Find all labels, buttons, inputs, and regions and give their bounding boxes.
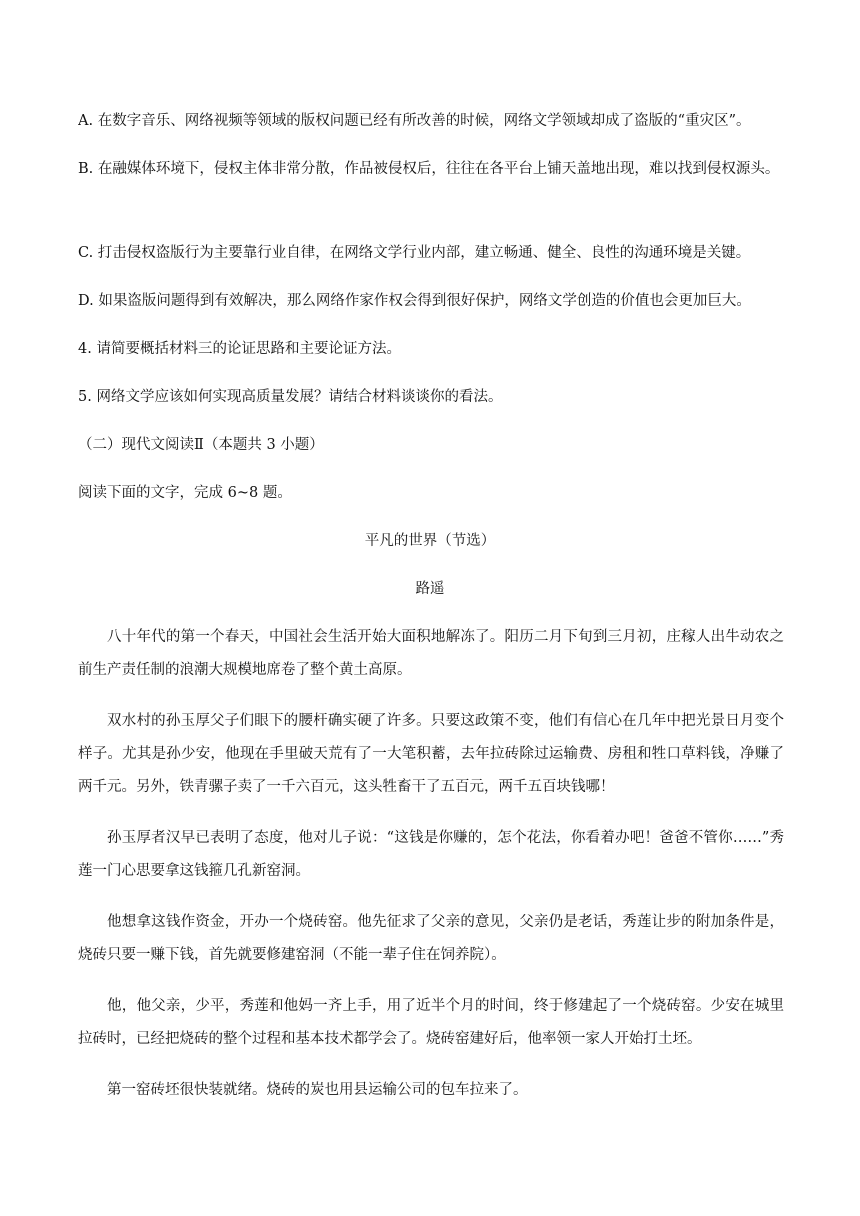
story-author: 路遥: [415, 581, 445, 597]
question-5: 5. 网络文学应该如何实现高质量发展？请结合材料谈谈你的看法。: [78, 389, 503, 405]
option-b: B. 在融媒体环境下，侵权主体非常分散，作品被侵权后，往往在各平台上铺天盖地出现，难以找到侵权源头。: [78, 161, 780, 177]
option-d: D. 如果盗版问题得到有效解决，那么网络作家作权会得到很好保护，网络文学创造的价值也会更加巨大。: [78, 293, 751, 309]
story-paragraph: 他，他父亲，少平，秀莲和他妈一齐上手，用了近半个月的时间，终于修建起了一个烧砖窑。少安在城里拉砖时，已经把烧砖的整个过程和基本技术都学会了。烧砖窑建好后，他率领一家人开始打土坯。: [78, 998, 784, 1047]
option-a: A. 在数字音乐、网络视频等领域的版权问题已经有所改善的时候，网络文学领域却成了盗版的“重灾区”。: [78, 113, 751, 129]
option-c: C. 打击侵权盗版行为主要靠行业自律，在网络文学行业内部，建立畅通、健全、良性的沟通环境是关键。: [78, 245, 751, 261]
story-paragraph: 他想拿这钱作资金，开办一个烧砖窑。他先征求了父亲的意见，父亲仍是老话，秀莲让步的附加条件是，烧砖只要一赚下钱，首先就要修建窑洞（不能一辈子住在饲养院）。: [78, 914, 784, 963]
section-heading: （二）现代文阅读Ⅱ（本题共 3 小题）: [78, 437, 324, 453]
story-paragraph: 八十年代的第一个春天，中国社会生活开始大面积地解冻了。阳历二月下旬到三月初，庄稼人出牛动农之前生产责任制的浪潮大规模地席卷了整个黄土高原。: [78, 629, 784, 678]
story-title: 平凡的世界（节选）: [364, 533, 496, 549]
story-paragraph: 第一窑砖坯很快装就绪。烧砖的炭也用县运输公司的包车拉来了。: [107, 1082, 528, 1098]
reading-instruction: 阅读下面的文字，完成 6~8 题。: [78, 485, 292, 501]
story-paragraph: 孙玉厚者汉早已表明了态度，他对儿子说：“这钱是你赚的，怎个花法，你看着办吧！爸爸不管你……”秀莲一门心思要拿这钱箍几孔新窑洞。: [78, 830, 784, 879]
story-paragraph: 双水村的孙玉厚父子们眼下的腰杆确实硬了许多。只要这政策不变，他们有信心在几年中把光景日月变个样子。尤其是孙少安，他现在手里破天荒有了一大笔积蓄，去年拉砖除过运输费、房租和牲口草料钱，净赚了两千元。另外，铁青骡子卖了一千六百元，这头牲畜干了五百元，两千五百块钱哪！: [78, 713, 784, 795]
question-4: 4. 请简要概括材料三的论证思路和主要论证方法。: [78, 341, 401, 357]
